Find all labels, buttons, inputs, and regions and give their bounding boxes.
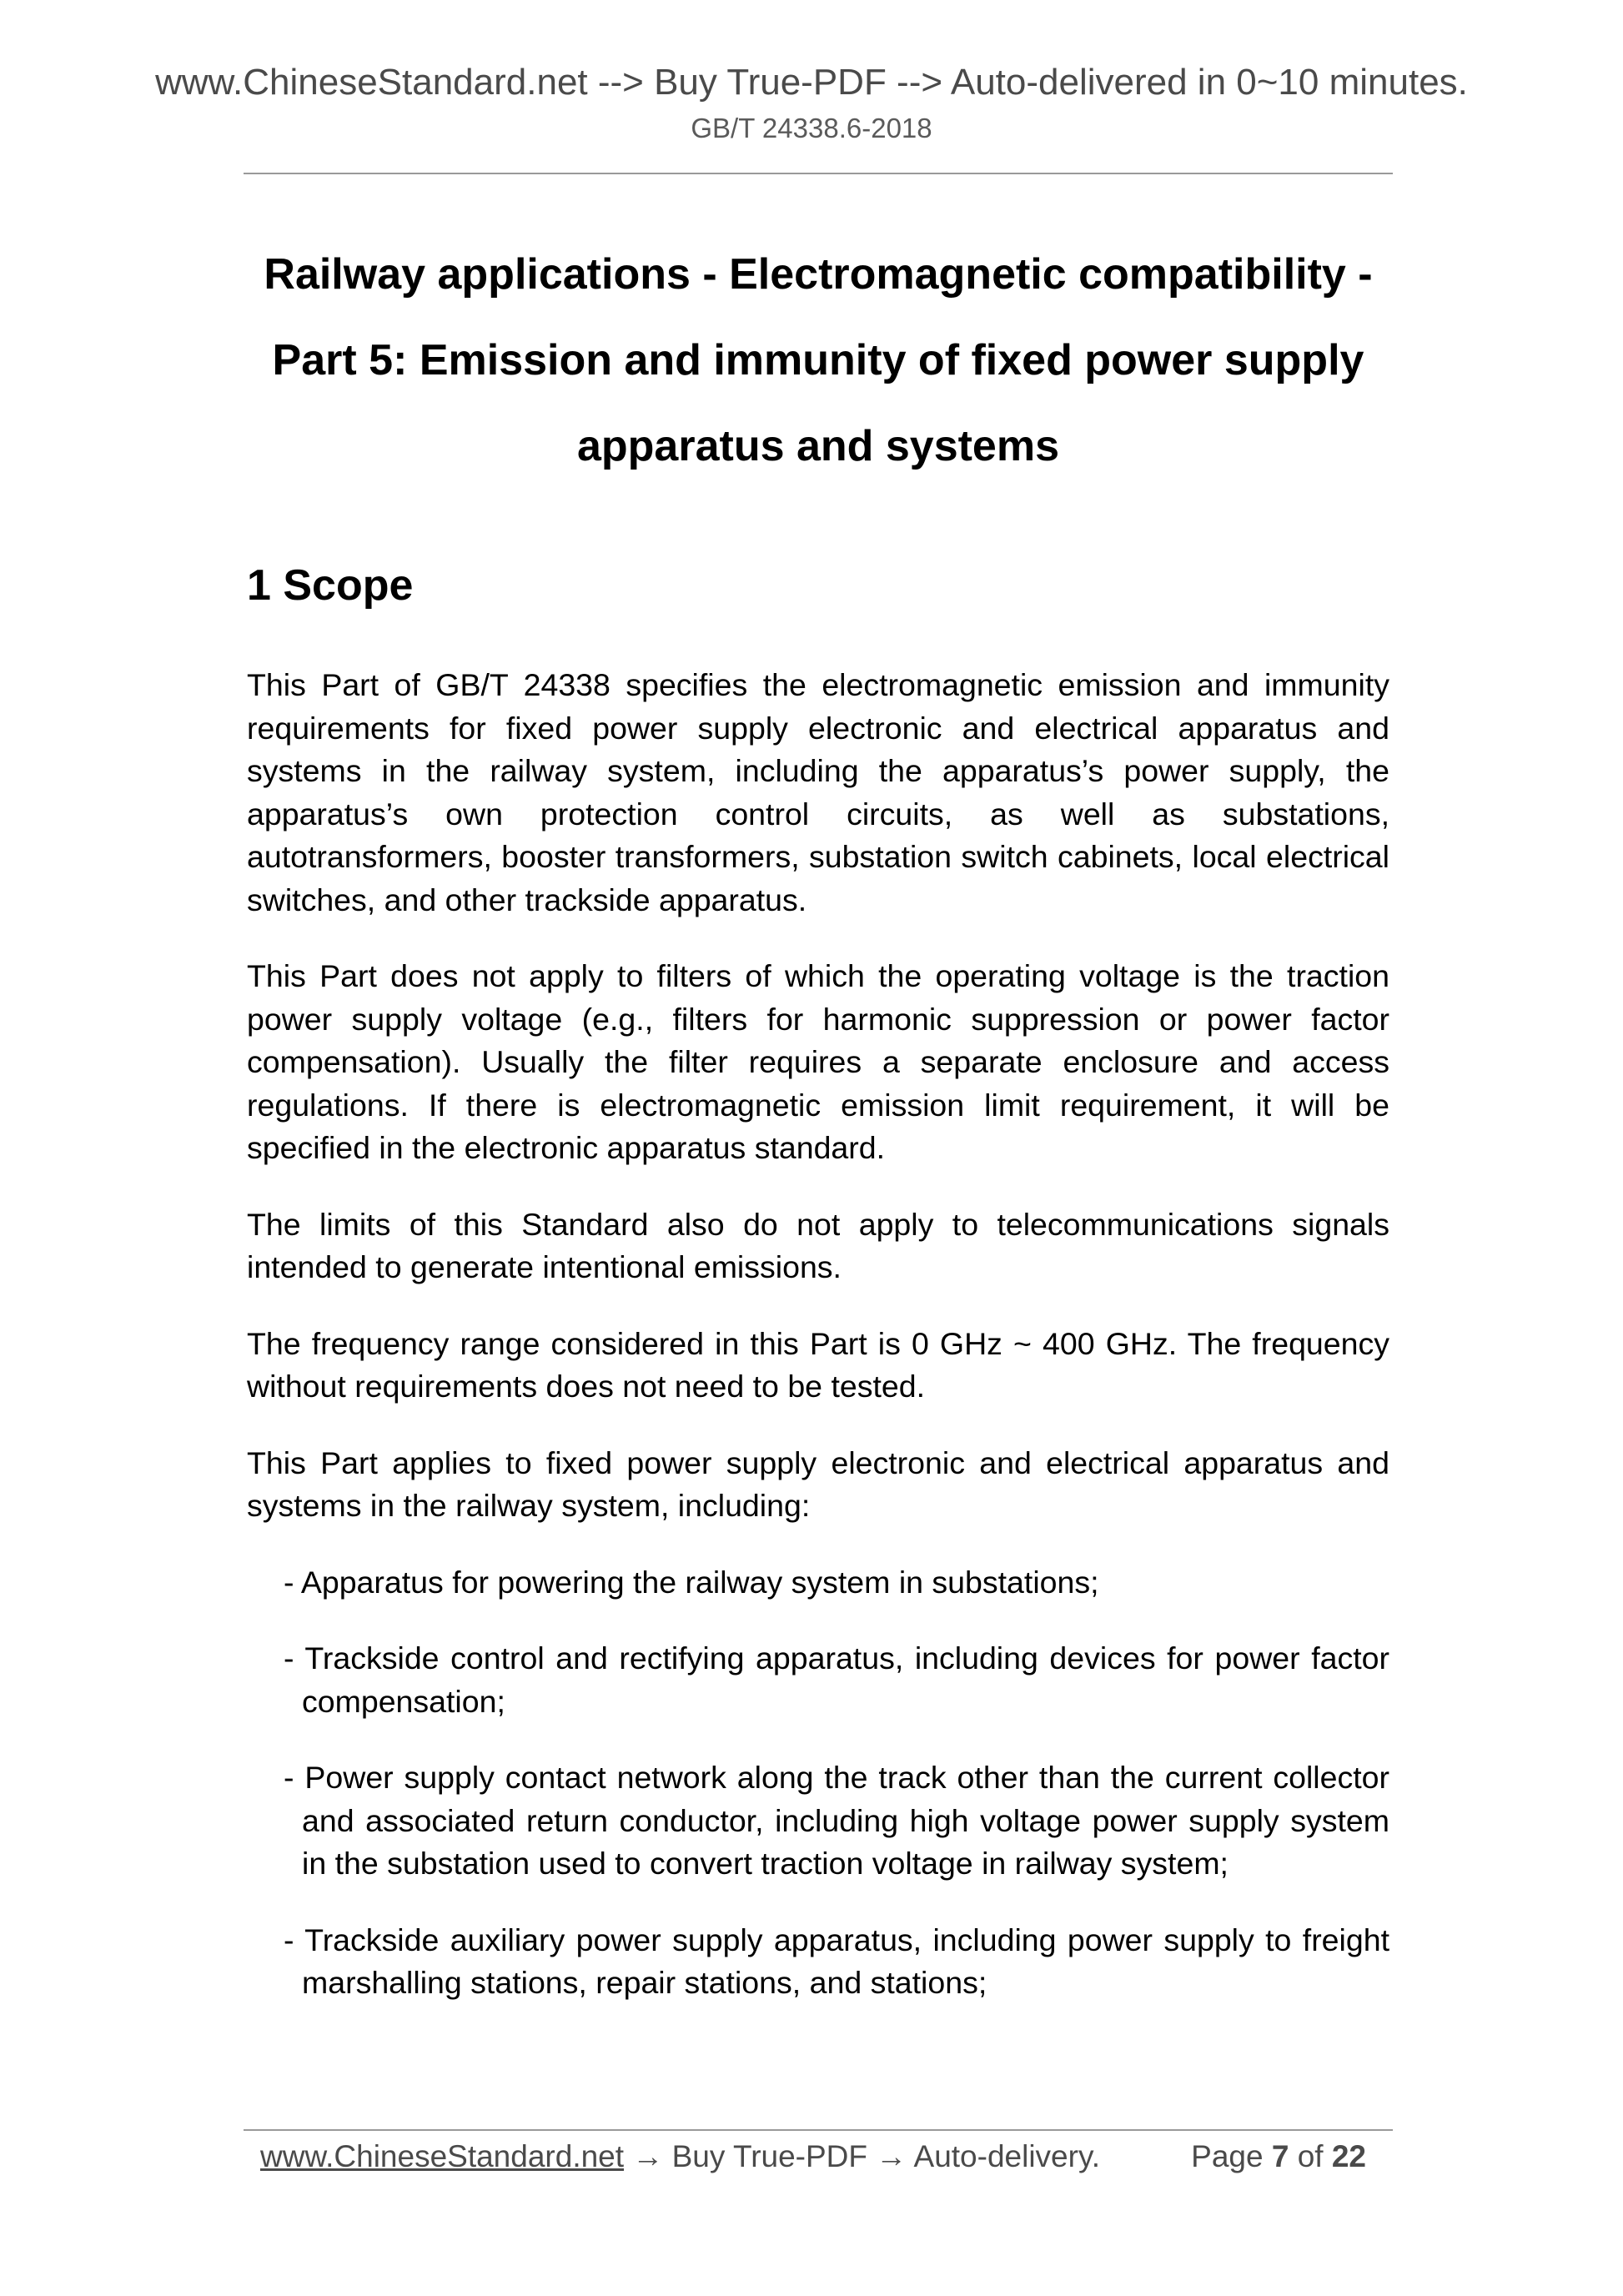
footer-site-link[interactable]: www.ChineseStandard.net	[260, 2139, 625, 2173]
paragraph: The frequency range considered in this Part is 0 GHz ~ 400 GHz. The frequency without requirements does not need to be tested.	[247, 1325, 1389, 1404]
section-body	[247, 664, 1389, 2038]
paragraph: This Part applies to fixed power supply electronic and electrical apparatus and systems in the railway system, including:	[247, 1444, 1389, 1523]
page-number: 7	[1271, 2139, 1289, 2173]
page-label: Page	[1191, 2139, 1264, 2173]
list-item: - Trackside control and rectifying apparatus, including devices for power factor compensation;	[284, 1640, 1389, 1719]
title-line-3: apparatus and systems	[576, 422, 1060, 470]
page-indicator	[1191, 2135, 1366, 2178]
list-item: - Apparatus for powering the railway system in substations;	[284, 1564, 1099, 1600]
standard-number: GB/T 24338.6-2018	[691, 113, 932, 143]
header-divider	[244, 173, 1393, 174]
document-title	[244, 232, 1393, 490]
paragraph: The limits of this Standard also do not apply to telecommunications signals intended to generate intentional emissions.	[247, 1206, 1389, 1284]
list-item: - Power supply contact network along the track other than the current collector and associated return conductor, including high voltage power supply system in the substation used to convert traction voltage in railway system;	[284, 1760, 1389, 1881]
page-footer	[260, 2135, 1366, 2178]
page-header	[0, 60, 1623, 147]
scope-list	[247, 1561, 1389, 2005]
list-item: - Trackside auxiliary power supply apparatus, including power supply to freight marshalling stations, repair stations, and stations;	[284, 1922, 1389, 2000]
footer-promo-text: → Buy True-PDF → Auto-delivery.	[624, 2139, 1100, 2173]
footer-divider	[244, 2129, 1393, 2131]
title-line-1: Railway applications - Electromagnetic compatibility -	[264, 250, 1373, 299]
title-line-2: Part 5: Emission and immunity of fixed power supply	[272, 336, 1364, 384]
total-pages: 22	[1331, 2139, 1366, 2173]
paragraph: This Part does not apply to filters of which the operating voltage is the traction power supply voltage (e.g., filters for harmonic suppression or power factor compensation). Usually the filter requires a separate enclosure and access regulations. If there is electromagnetic emission limit requirement, it will be specified in the electronic apparatus standard.	[247, 958, 1389, 1165]
footer-promo	[260, 2135, 1100, 2178]
section-heading: 1 Scope	[247, 561, 414, 610]
header-banner: www.ChineseStandard.net --> Buy True-PDF --> Auto-delivered in 0~10 minutes.	[155, 62, 1468, 103]
paragraph: This Part of GB/T 24338 specifies the electromagnetic emission and immunity requirements for fixed power supply electronic and electrical apparatus and systems in the railway system, including the apparatus’s power supply, the apparatus’s own protection control circuits, as well as substations, autotransformers, booster transformers, substation switch cabinets, local electrical switches, and other trackside apparatus.	[247, 667, 1389, 917]
of-label: of	[1297, 2139, 1324, 2173]
